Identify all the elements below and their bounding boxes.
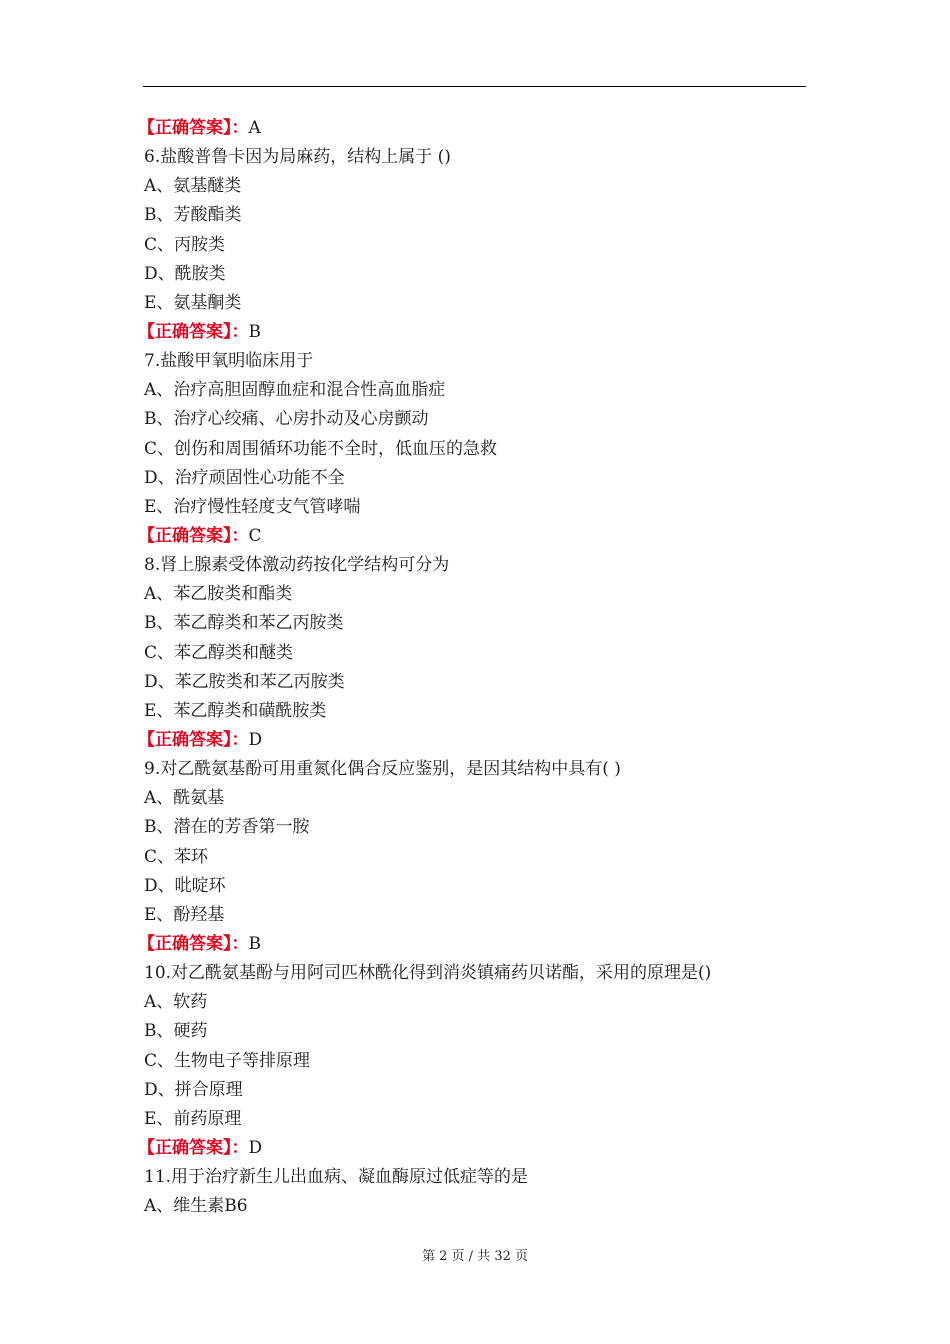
answer-line: [138, 1134, 824, 1163]
answer-line: [138, 114, 824, 143]
question-line: 6.盐酸普鲁卡因为局麻药，结构上属于 (): [144, 147, 451, 168]
page-number-text: 第 2 页 / 共 32 页: [422, 1249, 528, 1264]
header-rule: [143, 86, 806, 87]
answer-label: 【正确答案】：: [138, 321, 249, 342]
option-line: E、苯乙醇类和磺酰胺类: [144, 700, 327, 721]
option-line: A、治疗高胆固醇血症和混合性高血脂症: [144, 380, 446, 401]
option-line: A、软药: [144, 992, 208, 1013]
option-line: C、苯乙醇类和醚类: [144, 642, 294, 663]
option-line: E、氨基酮类: [144, 292, 242, 313]
option-line: B、治疗心绞痛、心房扑动及心房颤动: [144, 409, 429, 430]
answer-line: [138, 930, 824, 959]
option-line: C、创伤和周围循环功能不全时，低血压的急救: [144, 438, 498, 459]
option-line: A、苯乙胺类和酯类: [144, 584, 293, 605]
question-line: 7.盐酸甲氧明临床用于: [144, 351, 314, 372]
option-line: A、维生素B6: [144, 1196, 248, 1217]
option-line: E、酚羟基: [144, 904, 225, 925]
option-line: C、生物电子等排原理: [144, 1050, 311, 1071]
option-line: B、芳酸酯类: [144, 205, 242, 226]
option-line: E、前药原理: [144, 1108, 242, 1129]
answer-label: 【正确答案】：: [138, 1137, 249, 1158]
question-line: 10.对乙酰氨基酚与用阿司匹林酰化得到消炎镇痛药贝诺酯，采用的原理是(): [144, 963, 712, 984]
answer-value: B: [248, 933, 261, 954]
document-body: [138, 114, 824, 1221]
answer-label: 【正确答案】：: [138, 933, 249, 954]
option-line: B、苯乙醇类和苯乙丙胺类: [144, 613, 344, 634]
answer-line: [138, 318, 824, 347]
option-line: D、吡啶环: [144, 875, 226, 896]
option-line: D、治疗顽固性心功能不全: [144, 467, 345, 488]
answer-line: [138, 522, 824, 551]
answer-label: 【正确答案】：: [138, 118, 249, 138]
answer-line: [138, 726, 824, 755]
option-line: B、硬药: [144, 1021, 208, 1042]
question-line: 8.肾上腺素受体激动药按化学结构可分为: [144, 555, 450, 576]
answer-label: 【正确答案】：: [138, 729, 249, 750]
option-line: B、潜在的芳香第一胺: [144, 817, 310, 838]
option-line: D、酰胺类: [144, 263, 226, 284]
answer-label: 【正确答案】：: [138, 525, 249, 546]
option-line: D、苯乙胺类和苯乙丙胺类: [144, 671, 345, 692]
option-line: D、拼合原理: [144, 1079, 243, 1100]
answer-value: B: [248, 321, 261, 342]
option-line: C、丙胺类: [144, 234, 226, 255]
question-line: 11.用于治疗新生儿出血病、凝血酶原过低症等的是: [144, 1167, 529, 1188]
answer-value: A: [248, 118, 261, 138]
page-footer: [0, 1245, 950, 1264]
option-line: E、治疗慢性轻度支气管哮喘: [144, 496, 361, 517]
option-line: A、氨基醚类: [144, 176, 242, 197]
answer-value: D: [248, 1137, 263, 1158]
option-line: A、酰氨基: [144, 788, 225, 809]
option-line: C、苯环: [144, 846, 209, 867]
answer-value: C: [248, 525, 262, 546]
answer-value: D: [248, 729, 263, 750]
question-line: 9.对乙酰氨基酚可用重氮化偶合反应鉴别，是因其结构中具有( ): [144, 759, 621, 780]
